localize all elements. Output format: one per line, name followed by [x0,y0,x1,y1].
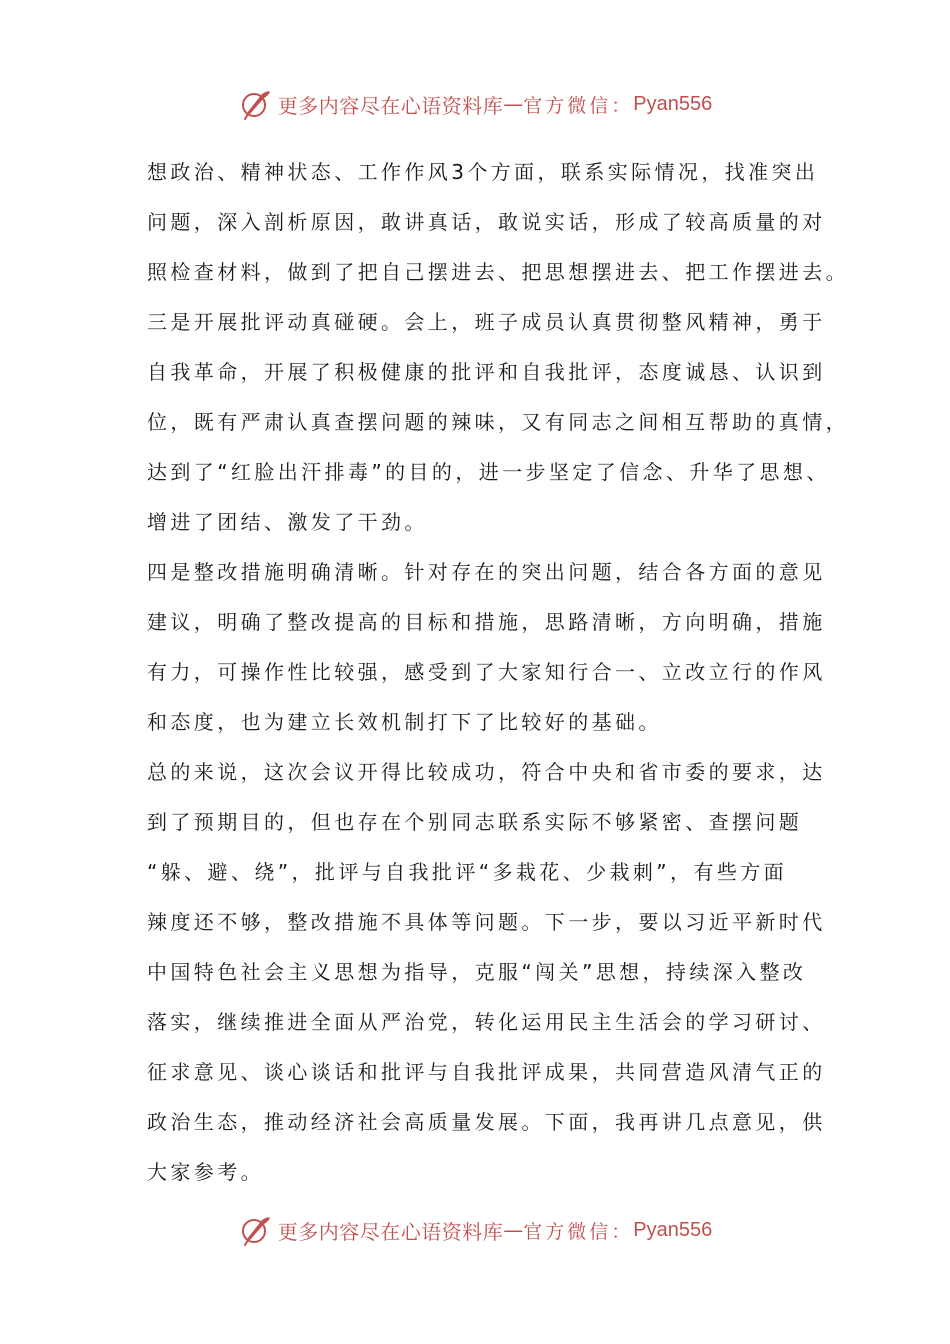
quill-pen-icon [238,1212,274,1248]
text-line: 中国特色社会主义思想为指导，克服“闯关”思想，持续深入整改 [147,960,807,984]
text-line: 政治生态，推动经济社会高质量发展。下面，我再讲几点意见，供 [147,1110,826,1134]
text-line: 想政治、精神状态、工作作风3个方面，联系实际情况，找准突出 [147,160,819,184]
text-line: 有力，可操作性比较强，感受到了大家知行合一、立改立行的作风 [147,660,826,684]
footer-title: 更多内容尽在心语资料库 [277,1219,504,1244]
text-line: 四是整改措施明确清晰。针对存在的突出问题，结合各方面的意见 [147,560,826,584]
footer-wechat-label: 官方微信： [523,1220,634,1243]
text-line: 三是开展批评动真碰硬。会上，班子成员认真贯彻整风精神，勇于 [147,310,826,334]
text-line: 照检查材料，做到了把自己摆进去、把思想摆进去、把工作摆进去。 [147,260,849,284]
text-line: 增进了团结、激发了干劲。 [147,510,428,534]
text-line: 问题，深入剖析原因，敢讲真话，敢说实话，形成了较高质量的对 [147,210,826,234]
text-line: 自我革命，开展了积极健康的批评和自我批评，态度诚恳、认识到 [147,360,826,384]
text-line: 大家参考。 [147,1160,264,1184]
text-line: “躲、避、绕”，批评与自我批评“多栽花、少栽刺”，有些方面 [147,860,788,884]
footer-banner [0,1210,950,1250]
header-banner [0,84,950,124]
text-line: 辣度还不够，整改措施不具体等问题。下一步，要以习近平新时代 [147,910,826,934]
text-line: 到了预期目的，但也存在个别同志联系实际不够紧密、查摆问题 [147,810,803,834]
text-line: 征求意见、谈心谈话和批评与自我批评成果，共同营造风清气正的 [147,1060,826,1084]
quill-pen-icon [238,86,274,122]
footer-wechat-id: Pyan556 [633,1218,713,1241]
text-line: 总的来说，这次会议开得比较成功，符合中央和省市委的要求，达 [147,760,826,784]
text-line: 落实，继续推进全面从严治党，转化运用民主生活会的学习研讨、 [147,1010,826,1034]
header-separator: — [503,92,524,116]
text-line: 和态度，也为建立长效机制打下了比较好的基础。 [147,710,662,734]
header-wechat-id: Pyan556 [633,92,713,115]
text-line: 达到了“红脸出汗排毒”的目的，进一步坚定了信念、升华了思想、 [147,460,830,484]
document-body [147,147,849,1197]
footer-separator: — [503,1218,524,1242]
text-line: 位，既有严肃认真查摆问题的辣味，又有同志之间相互帮助的真情， [147,410,849,434]
header-wechat-label: 官方微信： [523,94,634,117]
text-line: 建议，明确了整改提高的目标和措施，思路清晰，方向明确，措施 [147,610,826,634]
header-title: 更多内容尽在心语资料库 [277,93,504,118]
